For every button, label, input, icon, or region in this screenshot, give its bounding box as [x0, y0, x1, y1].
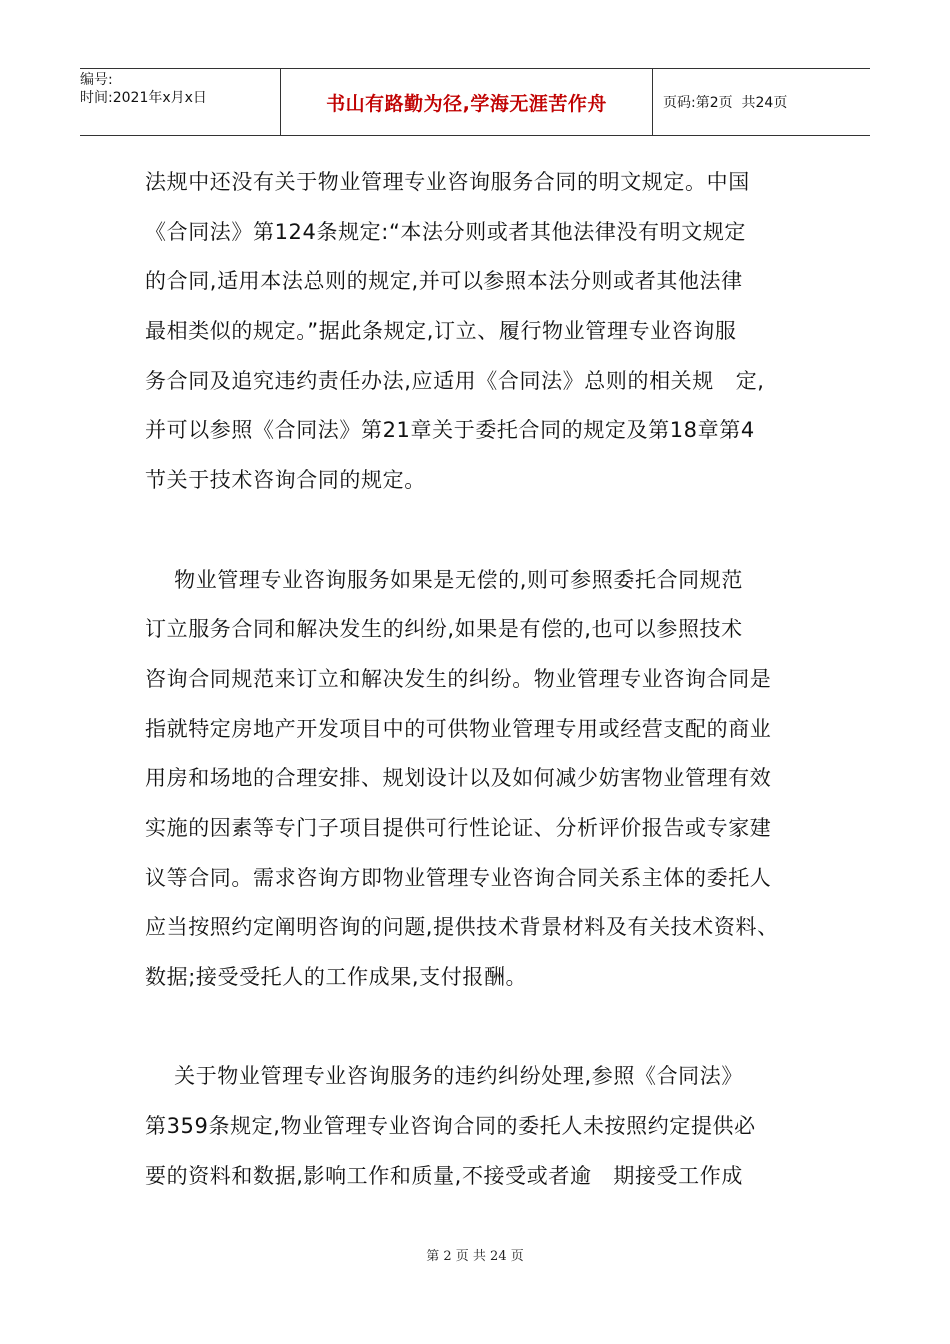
paragraph-3: [145, 1052, 815, 1201]
document-body: [145, 158, 815, 1201]
paragraph-spacer: [145, 1003, 815, 1053]
text-line: 指就特定房地产开发项目中的可供物业管理专用或经营支配的商业: [145, 716, 772, 741]
text-line: 最相类似的规定。”据此条规定,订立、履行物业管理专业咨询服: [145, 319, 737, 344]
text-line: 用房和场地的合理安排、规划设计以及如何减少妨害物业管理有效: [145, 766, 772, 791]
text-line: 咨询合同规范来订立和解决发生的纠纷。物业管理专业咨询合同是: [145, 666, 772, 691]
document-time-label: 时间:2021年x月x日: [80, 90, 207, 106]
text-line: 订立服务合同和解决发生的纠纷,如果是有偿的,也可以参照技术: [145, 617, 743, 642]
text-line: 议等合同。需求咨询方即物业管理专业咨询合同关系主体的委托人: [145, 865, 772, 890]
paragraph-1: [145, 158, 815, 506]
header-motto: 书山有路勤为径,学海无涯苦作舟: [326, 92, 607, 115]
text-line: 第359条规定,物业管理专业咨询合同的委托人未按照约定提供必: [145, 1114, 756, 1139]
document-number-label: 编号:: [80, 72, 113, 88]
text-line: 关于物业管理专业咨询服务的违约纠纷处理,参照《合同法》: [145, 1064, 743, 1089]
page-footer: 第 2 页 共 24 页: [426, 1249, 524, 1264]
paragraph-spacer: [145, 506, 815, 556]
text-line: 应当按照约定阐明咨询的问题,提供技术背景材料及有关技术资料、: [145, 915, 779, 940]
text-line: 《合同法》第124条规定:“本法分则或者其他法律没有明文规定: [145, 219, 747, 244]
header-motto-cell: [280, 69, 653, 135]
text-line: 数据;接受受托人的工作成果,支付报酬。: [145, 965, 528, 989]
text-line: 要的资料和数据,影响工作和质量,不接受或者逾 期接受工作成: [145, 1163, 743, 1188]
text-line: 法规中还没有关于物业管理专业咨询服务合同的明文规定。中国: [145, 170, 750, 194]
text-line: 节关于技术咨询合同的规定。: [145, 468, 426, 493]
text-line: 并可以参照《合同法》第21章关于委托合同的规定及第18章第4: [145, 418, 755, 443]
document-header: [80, 68, 870, 136]
header-page-info: 页码:第2页 共24页: [663, 95, 788, 111]
text-line: 物业管理专业咨询服务如果是无偿的,则可参照委托合同规范: [145, 567, 743, 592]
header-meta: [80, 69, 280, 135]
paragraph-2: [145, 556, 815, 1003]
text-line: 的合同,适用本法总则的规定,并可以参照本法分则或者其他法律: [145, 269, 743, 294]
text-line: 务合同及追究违约责任办法,应适用《合同法》总则的相关规 定,: [145, 368, 765, 393]
text-line: 实施的因素等专门子项目提供可行性论证、分析评价报告或专家建: [145, 815, 772, 840]
